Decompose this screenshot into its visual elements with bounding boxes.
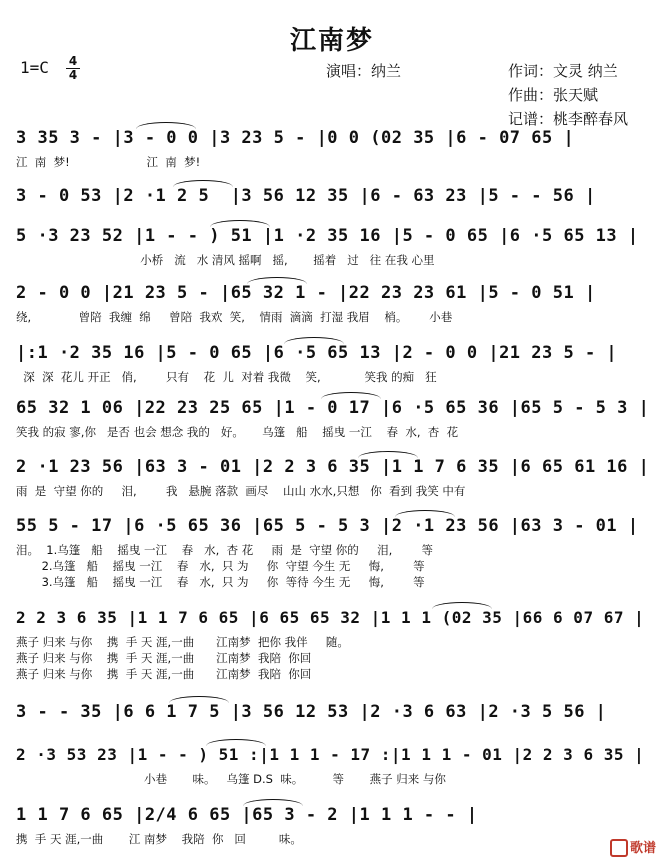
slur-mark [247,277,307,284]
lyric-line: 燕子 归来 与你 携 手 天 涯,一曲 江南梦 我陪 你回 [16,667,312,681]
site-logo: 歌谱 [610,837,656,858]
slur-mark [284,337,344,344]
transcriber-credit: 记谱：桃李醉春风 [508,110,629,128]
notation-line: 2 ·1 23 56 |63 3 - 01 |2 2 3 6 35 |1 1 7 6 35 |6 65 61 16 | [16,457,650,477]
composer-credit: 作曲：张天赋 [508,86,599,104]
slur-mark [136,122,196,129]
slur-mark [206,739,266,746]
lyric-line: 3.乌篷 船 摇曳 一江 春 水, 只 为 你 等待 今生 无 悔, 等 [16,575,425,589]
lyric-line: 燕子 归来 与你 携 手 天 涯,一曲 江南梦 我陪 你回 [16,651,312,665]
notation-line: 65 32 1 06 |22 23 25 65 |1 - 0 17 |6 ·5 65 36 |65 5 - 5 3 | [16,398,650,418]
logo-icon [610,839,628,857]
slur-mark [169,696,229,703]
notation-line: 55 5 - 17 |6 ·5 65 36 |65 5 - 5 3 |2 ·1 23 56 |63 3 - 01 | [16,516,639,536]
lyric-line: 笑我 的寂 寥,你 是否 也会 想念 我的 好。 乌篷 船 摇曳 一江 春 水, 杏 花 [16,425,459,439]
lyric-line: 小桥 流 水 清风 摇啊 摇, 摇着 过 往 在我 心里 [16,253,435,267]
lyric-line: 小巷 味。 乌篷 D.S 味。 等 燕子 归来 与你 [16,772,446,786]
lyric-line: 燕子 归来 与你 携 手 天 涯,一曲 江南梦 把你 我伴 随。 [16,635,349,649]
slur-mark [243,799,303,806]
lyric-line: 泪。 1.乌篷 船 摇曳 一江 春 水, 杏 花 雨 是 守望 你的 泪, 等 [16,543,433,557]
slur-mark [358,451,418,458]
lyric-line: 雨 是 守望 你的 泪, 我 悬腕 落款 画尽 山山 水水,只想 你 看到 我笑 中有 [16,484,466,498]
slur-mark [395,510,455,517]
notation-line: 2 - 0 0 |21 23 5 - |65 32 1 - |22 23 23 61 |5 - 0 51 | [16,283,596,303]
slur-mark [210,220,270,227]
lyric-line: 携 手 天 涯,一曲 江 南梦 我陪 你 回 味。 [16,832,302,846]
slur-mark [173,180,233,187]
lyric-line: 深 深 花儿 开正 俏, 只有 花 儿 对着 我微 笑, 笑我 的痴 狂 [16,370,437,384]
lyric-line: 2.乌篷 船 摇曳 一江 春 水, 只 为 你 守望 今生 无 悔, 等 [16,559,425,573]
slur-mark [432,602,492,609]
notation-line: 2 2 3 6 35 |1 1 7 6 65 |6 65 65 32 |1 1 1 (02 35 |66 6 07 67 | [16,608,645,627]
singer-credit: 演唱：纳兰 [326,62,402,80]
slur-mark [321,392,381,399]
notation-line: |:1 ·2 35 16 |5 - 0 65 |6 ·5 65 13 |2 - 0 0 |21 23 5 - | [16,343,618,363]
notation-line: 3 - - 35 |6 6 1 7 5 |3 56 12 53 |2 ·3 6 63 |2 ·3 5 56 | [16,702,607,722]
lyric-line: 江 南 梦! 江 南 梦! [16,155,201,169]
lyricist-credit: 作词：文灵 纳兰 [508,62,618,80]
notation-line: 2 ·3 53 23 |1 - - ) 51 :|1 1 1 - 17 :|1 1 1 - 01 |2 2 3 6 35 | [16,745,645,764]
lyric-line: 绕, 曾陪 我缠 绵 曾陪 我欢 笑, 情雨 滴滴 打湿 我眉 梢。 小巷 [16,310,453,324]
key-signature: 1=C [20,58,49,77]
notation-line: 3 35 3 - |3 - 0 0 |3 23 5 - |0 0 (02 35 |6 - 07 65 | [16,128,575,148]
notation-line: 3 - 0 53 |2 ·1 2 5 |3 56 12 35 |6 - 63 23 |5 - - 56 | [16,186,596,206]
notation-line: 1 1 7 6 65 |2/4 6 65 |65 3 - 2 |1 1 1 - - | [16,805,478,825]
song-title: 江南梦 [289,26,374,56]
time-signature: 4 4 [66,56,80,81]
notation-line: 5 ·3 23 52 |1 - - ) 51 |1 ·2 35 16 |5 - 0 65 |6 ·5 65 13 | [16,226,639,246]
